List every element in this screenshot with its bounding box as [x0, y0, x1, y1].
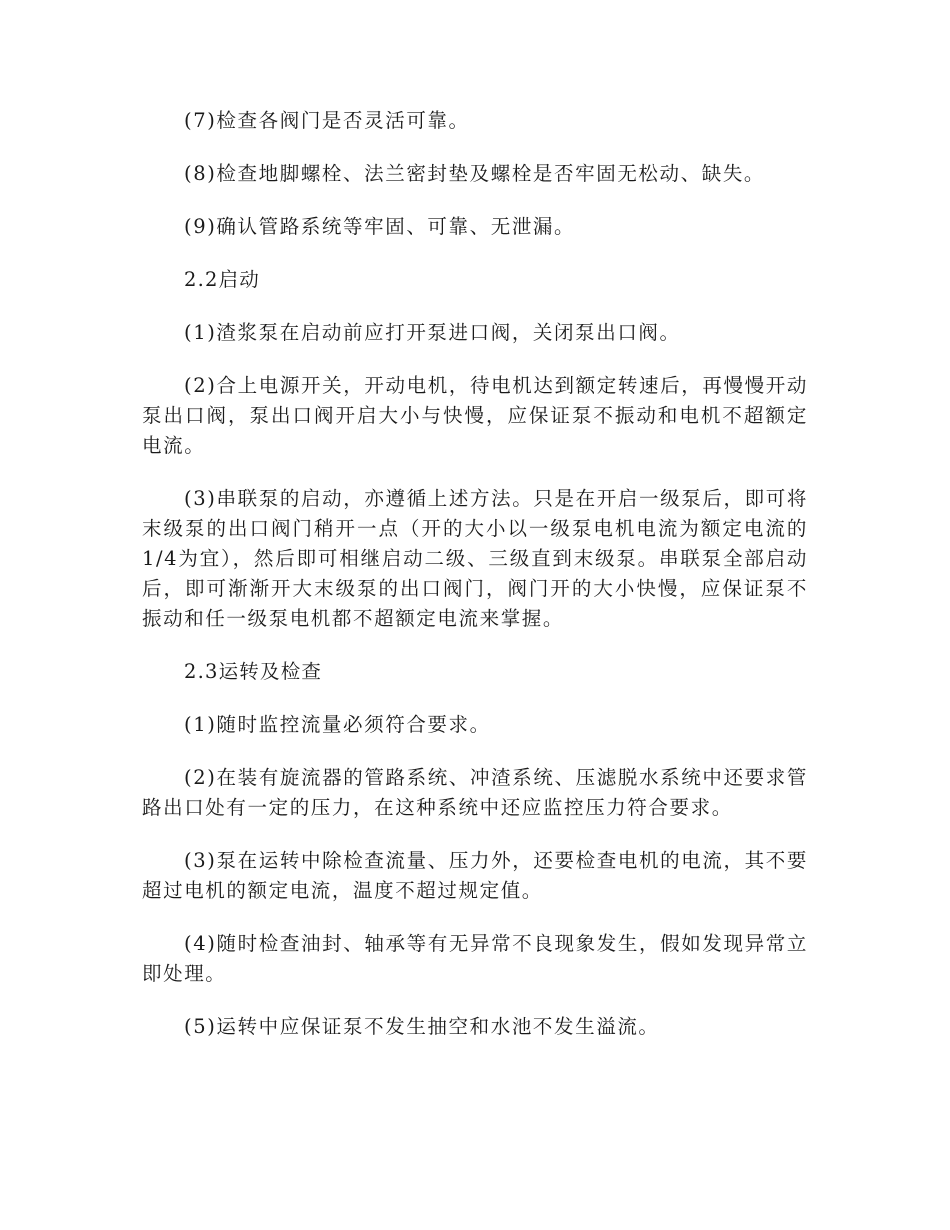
section-heading-startup: 2.2启动 — [184, 268, 261, 291]
document-body — [142, 106, 808, 1065]
paragraph-check-bolts: (8)检查地脚螺栓、法兰密封垫及螺栓是否牢固无松动、缺失。 — [184, 162, 766, 185]
section-heading-operation: 2.3运转及检查 — [184, 660, 323, 683]
paragraph-confirm-pipeline: (9)确认管路系统等牢固、可靠、无泄漏。 — [184, 215, 576, 238]
paragraph-operation-5: (5)运转中应保证泵不发生抽空和水池不发生溢流。 — [184, 1015, 660, 1038]
paragraph-operation-4: (4)随时检查油封、轴承等有无异常不良现象发生，假如发现异常立即处理。 — [142, 932, 808, 985]
paragraph-operation-2: (2)在装有旋流器的管路系统、冲渣系统、压滤脱水系统中还要求管路出口处有一定的压力，在这种系统中还应监控压力符合要求。 — [142, 766, 808, 819]
paragraph-operation-3: (3)泵在运转中除检查流量、压力外，还要检查电机的电流，其不要超过电机的额定电流，温度不超过规定值。 — [142, 849, 808, 902]
paragraph-startup-1: (1)渣浆泵在启动前应打开泵进口阀，关闭泵出口阀。 — [184, 321, 681, 344]
paragraph-startup-3: (3)串联泵的启动，亦遵循上述方法。只是在开启一级泵后，即可将末级泵的出口阀门稍开一点（开的大小以一级泵电机电流为额定电流的1/4为宜），然后即可相继启动二级、三级直到末级泵。串联泵全部启动后，即可渐渐开大末级泵的出口阀门，阀门开的大小快慢，应保证泵不振动和任一级泵电机都不超额定电流来掌握。 — [142, 487, 808, 630]
paragraph-operation-1: (1)随时监控流量必须符合要求。 — [184, 713, 491, 736]
paragraph-check-valves: (7)检查各阀门是否灵活可靠。 — [184, 109, 470, 132]
paragraph-startup-2: (2)合上电源开关，开动电机，待电机达到额定转速后，再慢慢开动泵出口阀，泵出口阀开启大小与快慢，应保证泵不振动和电机不超额定电流。 — [142, 374, 808, 457]
